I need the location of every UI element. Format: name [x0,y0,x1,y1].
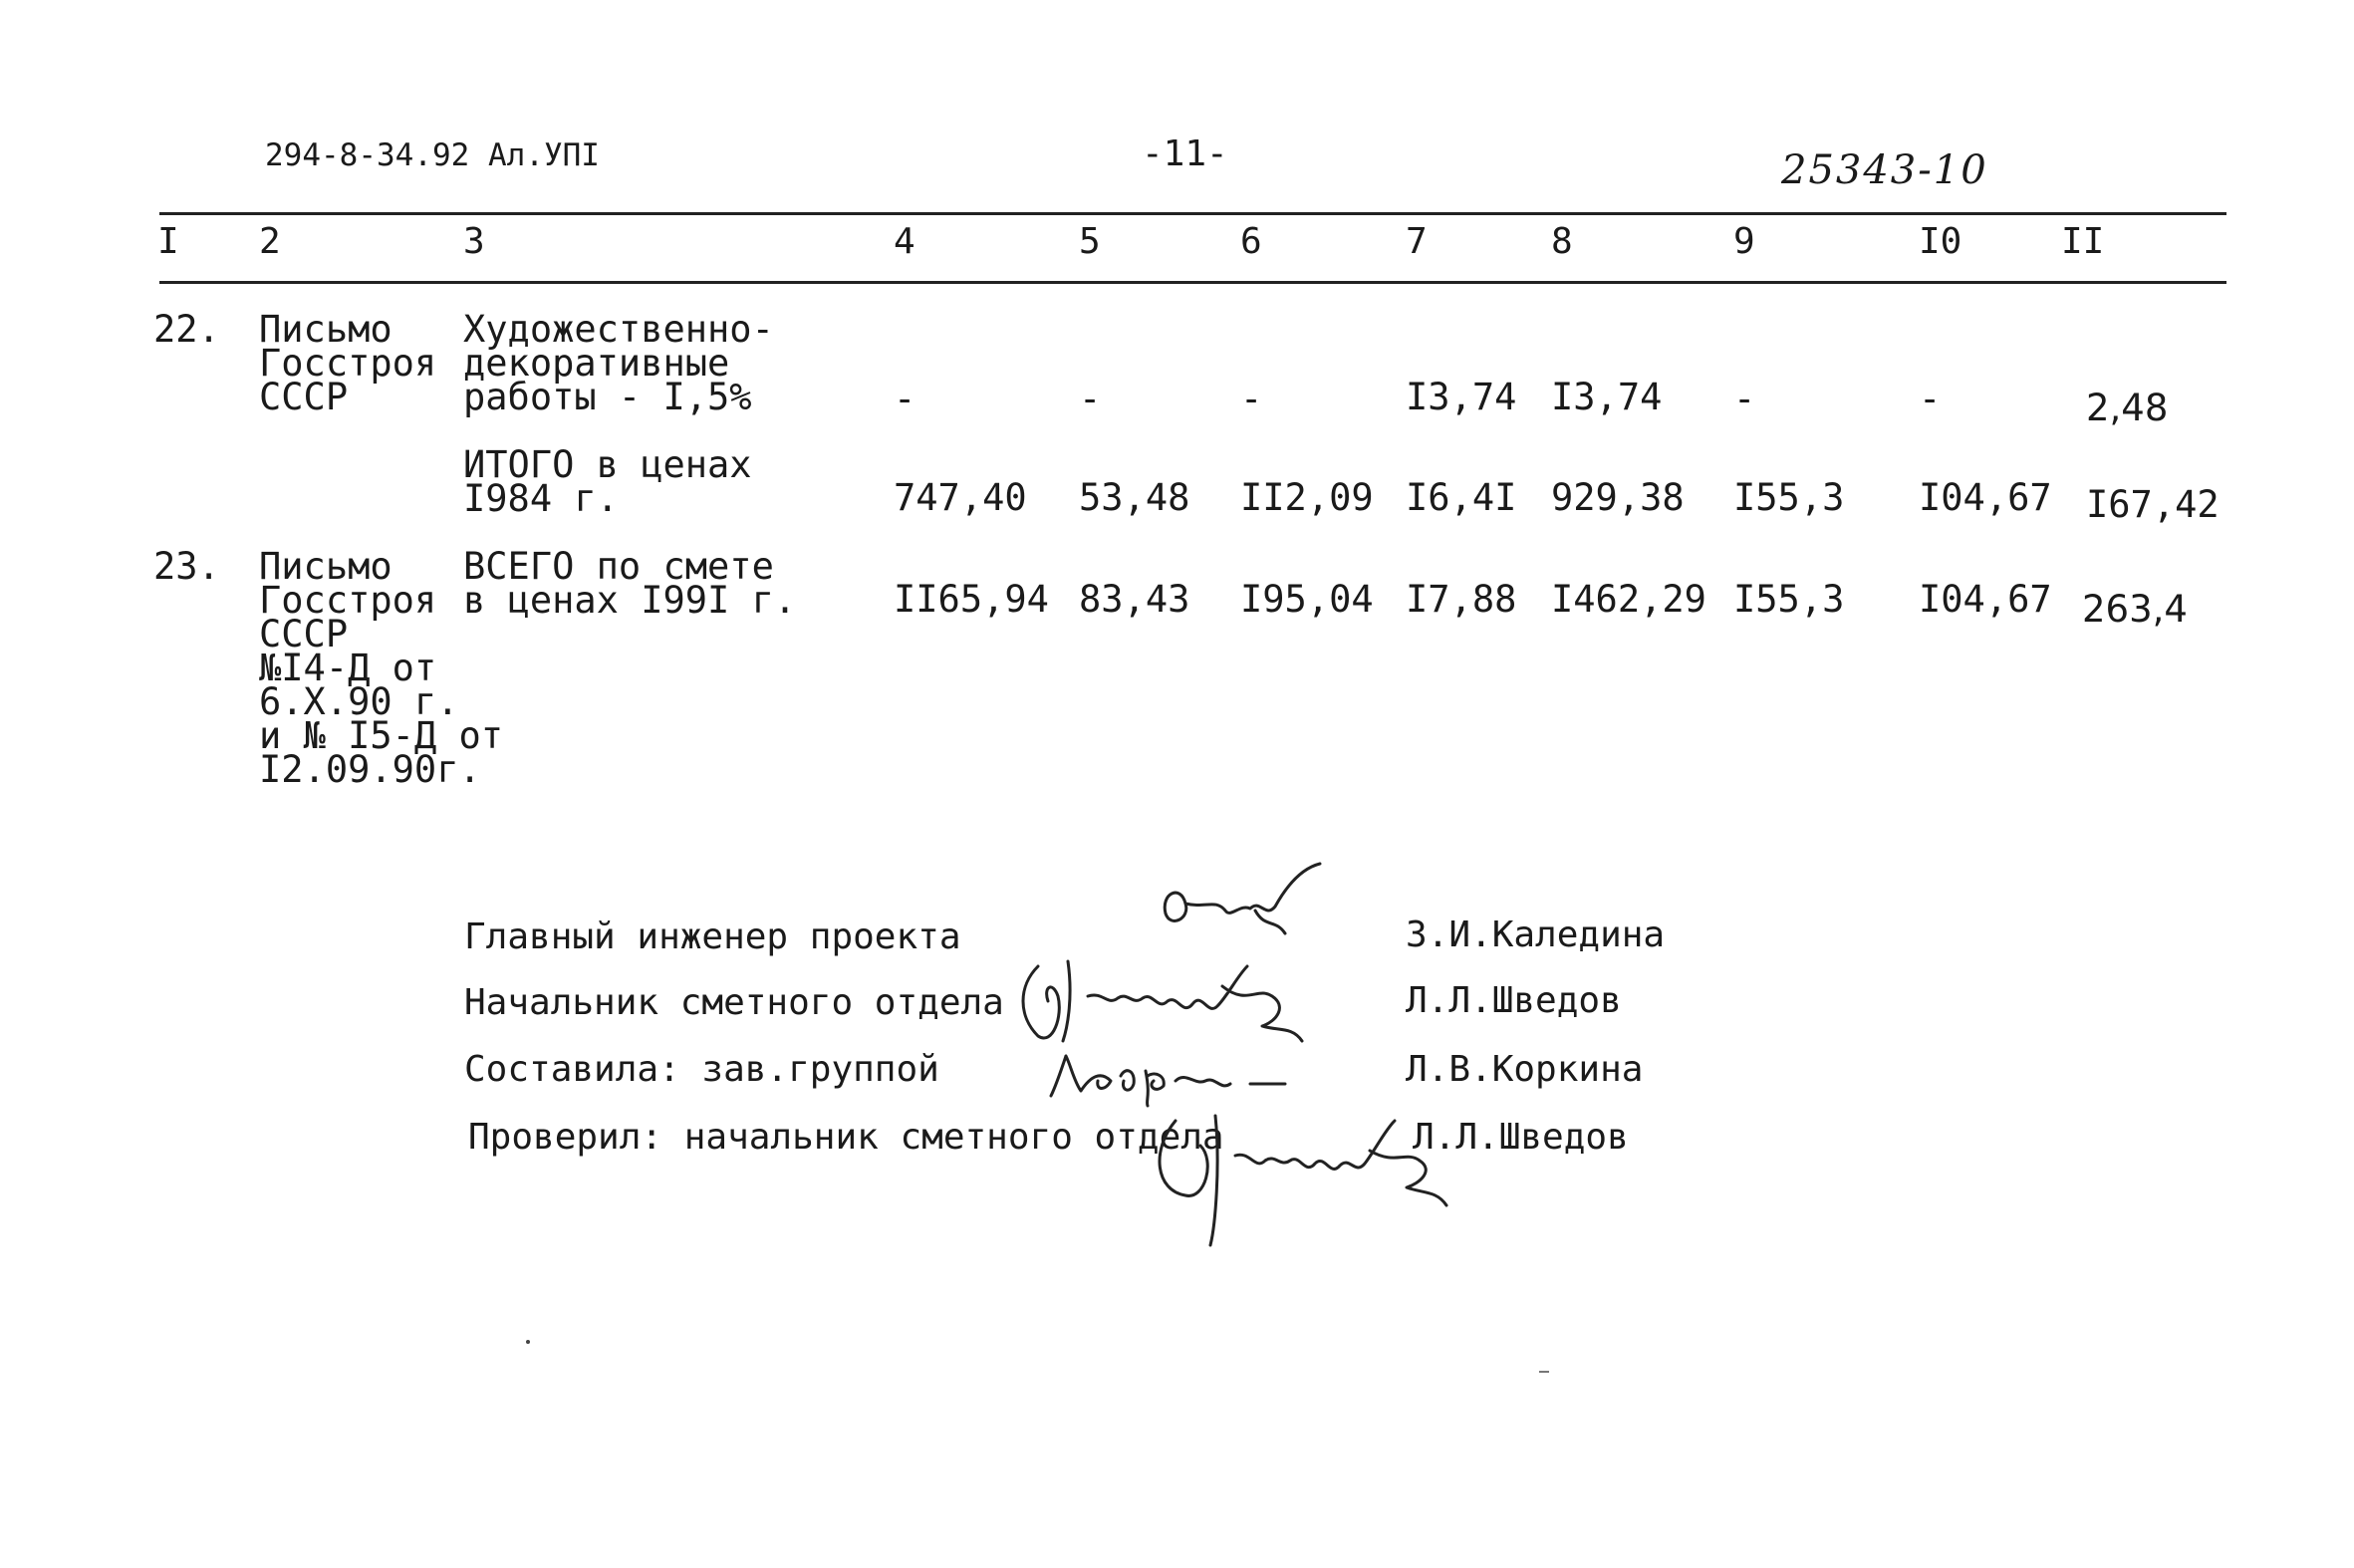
cell-col11: 2,48 [2086,387,2169,429]
table-header-rule [159,281,2226,284]
cell-col11: I67,42 [2086,483,2220,526]
cell-col10: - [1919,378,1942,420]
cell-col6: I95,04 [1240,578,1374,621]
signature-role: Начальник сметного отдела [464,982,1004,1023]
signature-group-head [1036,1036,1355,1106]
cell-col5: 83,43 [1079,578,1190,621]
signatory-name: Л.В.Коркина [1406,1049,1644,1090]
basis-line: Госстроя [259,342,437,385]
description-line: декоративные [463,342,730,385]
column-number-11: II [2061,221,2105,262]
cell-col4: II65,94 [894,578,1049,621]
cell-col4: - [894,378,916,420]
signature-role: Составила: зав.группой [464,1049,939,1090]
basis-line: 6.X.90 г. [259,680,459,723]
document-code: 294-8-34.92 Ал.УПI [265,137,600,173]
column-number-5: 5 [1079,221,1101,262]
stray-mark [526,1340,530,1344]
signature-reviewer [1146,1106,1484,1255]
table-top-rule [159,212,2226,215]
basis-line: Письмо [259,545,392,588]
cell-col6: - [1240,378,1263,420]
subtotal-description [463,443,752,520]
basis-line: СССР [259,613,349,655]
cell-col8: I3,74 [1551,376,1663,418]
cell-col4: 747,40 [894,476,1027,519]
column-number-10: I0 [1919,221,1962,262]
column-number-8: 8 [1551,221,1573,262]
cell-col8: I462,29 [1551,578,1706,621]
basis-line: Письмо [259,308,392,351]
cell-col8: 929,38 [1551,476,1685,519]
cell-col9: - [1733,378,1756,420]
cell-col6: II2,09 [1240,476,1374,519]
row-description [463,308,774,418]
page-number: -11- [1142,133,1228,174]
cell-col7: I7,88 [1406,578,1517,621]
description-line: работы - I,5% [463,376,752,418]
cell-col11: 263,4 [2082,588,2188,631]
column-number-6: 6 [1240,221,1262,262]
cell-col7: I3,74 [1406,376,1517,418]
basis-line: I2.09.90г. [259,748,481,791]
signature-role: Главный инженер проекта [464,916,961,957]
row-number: 22. [153,308,220,351]
signature-chief-engineer [1136,859,1335,958]
cell-col10: I04,67 [1919,476,2052,519]
row-basis-document [259,308,437,418]
column-number-4: 4 [894,221,915,262]
signatory-name: Л.Л.Шведов [1413,1117,1629,1158]
basis-line: и № I5-Д от [259,714,504,757]
signatory-name: Л.Л.Шведов [1406,980,1622,1021]
description-line: в ценах I99I г. [463,579,797,622]
description-line: I984 г. [463,477,619,520]
cell-col9: I55,3 [1733,578,1845,621]
total-description [463,545,797,622]
column-number-3: 3 [463,221,485,262]
signatory-name: З.И.Каледина [1406,915,1666,955]
description-line: Художественно- [463,308,774,351]
cell-col9: I55,3 [1733,476,1845,519]
inventory-number: 25343-10 [1781,147,1988,193]
description-line: ИТОГО в ценах [463,443,752,486]
description-line: ВСЕГО по смете [463,545,774,588]
cell-col5: - [1079,378,1102,420]
cell-col7: I6,4I [1406,476,1517,519]
column-number-9: 9 [1733,221,1755,262]
column-number-2: 2 [259,221,281,262]
basis-line: Госстроя [259,579,437,622]
row-number: 23. [153,545,220,588]
basis-line: СССР [259,376,349,418]
basis-line: №I4-Д от [259,647,437,689]
column-number-7: 7 [1406,221,1428,262]
cell-col5: 53,48 [1079,476,1190,519]
cell-col10: I04,67 [1919,578,2052,621]
stray-mark [1539,1371,1549,1373]
signature-role: Проверил: начальник сметного отдела [468,1117,1224,1158]
column-number-1: I [157,221,179,262]
